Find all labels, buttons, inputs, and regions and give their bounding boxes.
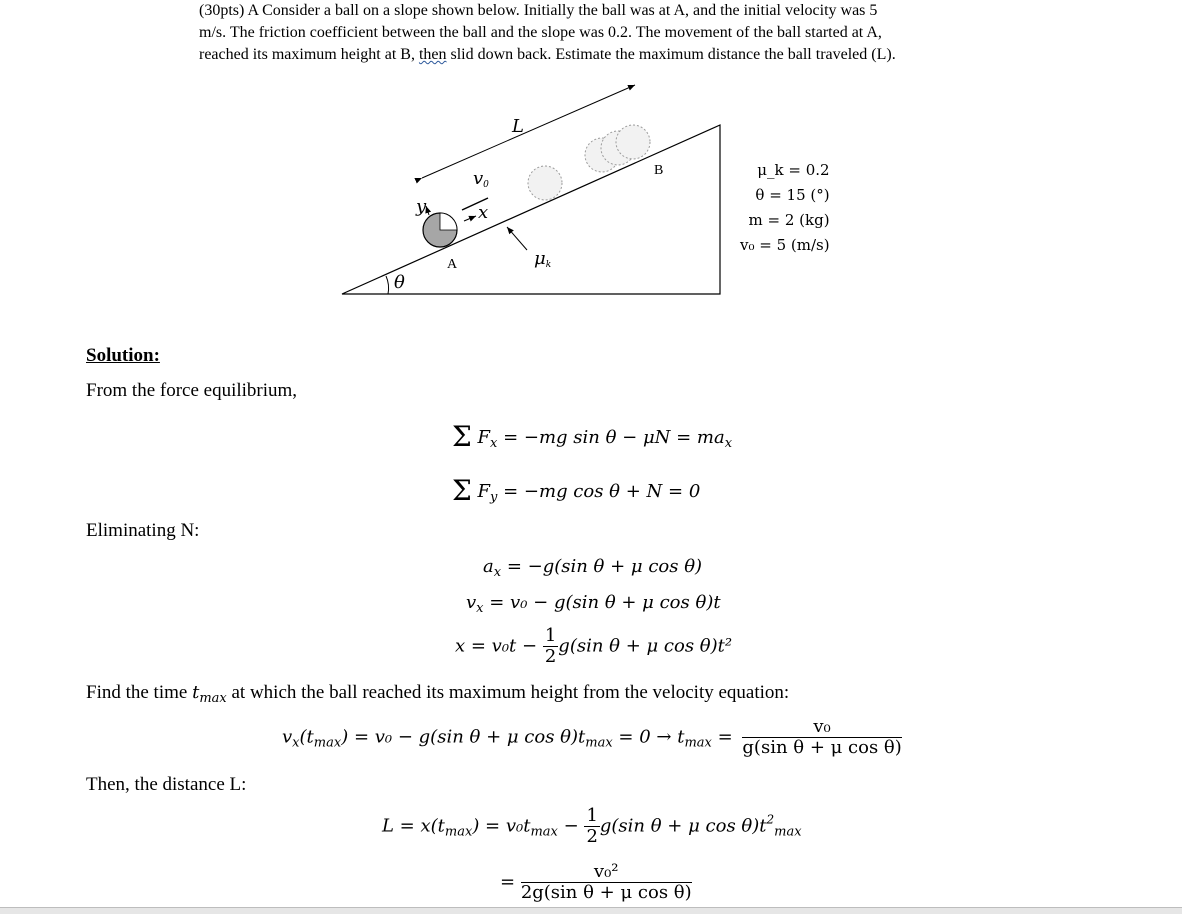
angle-label: θ	[394, 272, 405, 293]
point-A-label: A	[447, 257, 458, 272]
point-B-label: B	[654, 163, 664, 178]
friction-arrow	[507, 227, 527, 250]
param-v0: v₀ = 5 (m/s)	[740, 236, 830, 254]
spellcheck-word: then	[418, 46, 447, 63]
ball-at-B	[616, 125, 650, 159]
equation-L: $L = x(t_{max}) = v_0t_{max}$ − $\frac{1}{2}$ g(sin θ + μ $\cos \theta)t^2_{max}$	[382, 805, 802, 847]
y-axis-arrow	[426, 206, 429, 215]
problem-line-3	[199, 44, 999, 66]
param-theta: θ = 15 (°)	[755, 186, 830, 204]
param-mass: m = 2 (kg)	[748, 211, 830, 229]
ball-ghost-1	[528, 166, 562, 200]
equation-vx: $v_x = v_0 - g(\sin$ θ + μ cos θ)t	[466, 592, 721, 616]
angle-arc	[386, 276, 389, 294]
equation-tmax: $v_x(t_{max}) = v_0 - g(\sin$ θ + μ $\cos \theta)t_{max} = 0 \to t_{max}$ = $\frac{\text{v₀}}{\text{g(sin θ + μ cos θ)}}$	[282, 716, 902, 758]
problem-line-2: m/s. The friction coefficient between the ball and the slope was 0.2. The movement of the ball started at A,	[199, 24, 882, 41]
problem-line-3b: slid down back. Estimate the maximum distance the ball traveled (L).	[446, 46, 896, 63]
parameter-list	[740, 158, 830, 258]
problem-line-1: (30pts) A Consider a ball on a slope shown below. Initially the ball was at A, and the initial velocity was 5	[199, 2, 878, 19]
equation-x: x = v₀t − $\frac{1}{2}$ g(sin θ + μ cos θ)t²	[455, 625, 733, 667]
x-axis-label: x	[478, 202, 489, 223]
solution-heading: Solution:	[86, 345, 160, 366]
param-mu: μ_k = 0.2	[757, 161, 830, 179]
then-distance-text: Then, the distance L:	[86, 774, 247, 795]
equation-sum-fy: Σ $F_y = -mg$ cos θ + N = 0	[452, 474, 701, 507]
equation-sum-fx: Σ $F_x = -mg$ $\sin \theta - \mu N = ma_x$	[452, 420, 733, 453]
force-intro-text: From the force equilibrium,	[86, 380, 298, 401]
equation-L-result: = $\frac{\text{v₀²}}{\text{2g(sin θ + μ cos θ)}}$	[500, 861, 692, 903]
y-axis-label: y	[416, 196, 427, 217]
distance-L-label: L	[512, 116, 524, 137]
ball-quadrant	[440, 213, 457, 230]
friction-label: μk	[534, 248, 552, 270]
equation-ax: $a_x = -g(\sin$ θ + μ cos θ)	[483, 556, 703, 580]
problem-statement	[199, 0, 999, 66]
v0-label: v0	[473, 168, 489, 190]
x-axis-arrow	[464, 216, 476, 221]
eliminating-text: Eliminating N:	[86, 520, 200, 541]
problem-line-3a: reached its maximum height at B,	[199, 46, 419, 63]
slope-triangle	[342, 125, 720, 294]
find-time-text: Find the time $t_{max}$ at which the ball reached its maximum height from the velocity equation:	[86, 682, 790, 706]
